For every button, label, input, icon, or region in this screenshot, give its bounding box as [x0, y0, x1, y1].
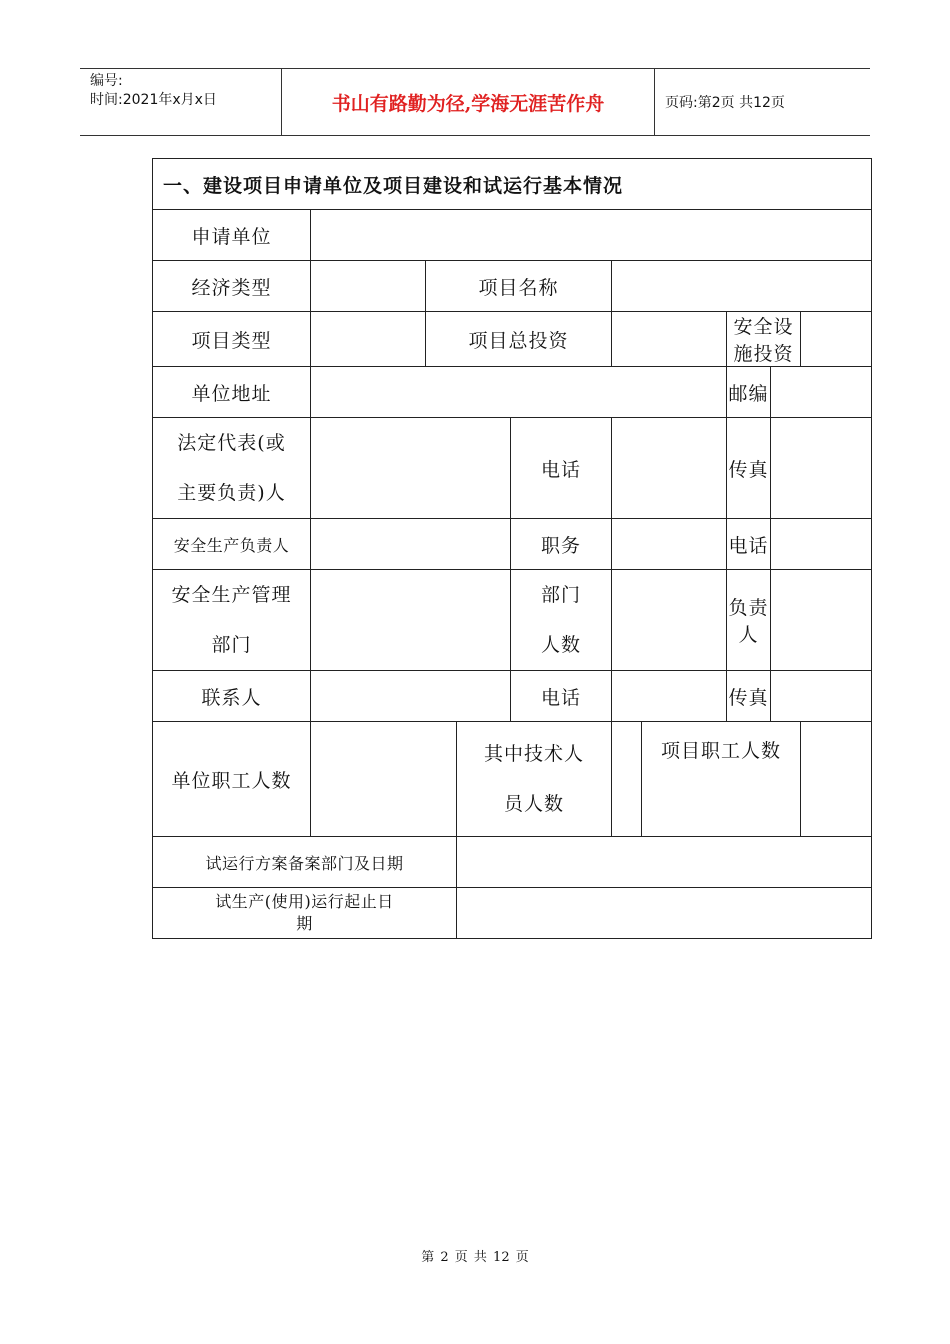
legal-rep-label-line1: 法定代表(或: [177, 432, 286, 454]
contact-phone-value[interactable]: [612, 671, 727, 722]
contact-fax-label: 传真: [727, 671, 771, 722]
total-investment-value[interactable]: [612, 312, 727, 367]
safety-dept-label: [153, 570, 311, 671]
contact-fax-value[interactable]: [771, 671, 872, 722]
applicant-label: 申请单位: [153, 210, 311, 261]
safety-dept-value[interactable]: [311, 570, 511, 671]
document-number-label: 编号:: [90, 73, 123, 89]
project-name-label: 项目名称: [426, 261, 612, 312]
header-meta: [80, 69, 282, 135]
project-type-label: 项目类型: [153, 312, 311, 367]
legal-rep-phone-label: 电话: [511, 418, 612, 519]
dept-person-in-charge-value[interactable]: [771, 570, 872, 671]
dept-count-label-line1: 部门: [540, 584, 581, 606]
tech-staff-label: [457, 722, 612, 837]
applicant-value[interactable]: [311, 210, 872, 261]
project-name-value[interactable]: [612, 261, 872, 312]
address-value[interactable]: [311, 367, 727, 418]
safety-head-phone-value[interactable]: [771, 519, 872, 570]
trial-plan-label: 试运行方案备案部门及日期: [153, 837, 457, 888]
contact-phone-label: 电话: [511, 671, 612, 722]
dept-count-label: [511, 570, 612, 671]
safety-investment-value[interactable]: [801, 312, 872, 367]
safety-head-label: 安全生产负责人: [153, 519, 311, 570]
trial-period-label: [153, 888, 457, 939]
section-title: 一、建设项目申请单位及项目建设和试运行基本情况: [153, 159, 872, 210]
header-motto: 书山有路勤为径,学海无涯苦作舟: [282, 69, 655, 135]
dept-person-in-charge-label: 负责人: [727, 570, 771, 671]
project-info-form: [152, 158, 872, 939]
economic-type-value[interactable]: [311, 261, 426, 312]
postcode-label: 邮编: [727, 367, 771, 418]
page-footer: 第 2 页 共 12 页: [421, 1250, 529, 1265]
legal-rep-value[interactable]: [311, 418, 511, 519]
trial-period-label-line1: 试生产(使用)运行起止日: [215, 892, 394, 911]
postcode-value[interactable]: [771, 367, 872, 418]
safety-dept-label-line1: 安全生产管理: [171, 584, 292, 606]
project-type-value[interactable]: [311, 312, 426, 367]
header-page-info: 页码:第2页 共12页: [665, 95, 785, 111]
safety-investment-label: 安全设施投资: [727, 312, 801, 367]
position-value[interactable]: [612, 519, 727, 570]
safety-head-phone-label: 电话: [727, 519, 771, 570]
address-label: 单位地址: [153, 367, 311, 418]
legal-rep-fax-value[interactable]: [771, 418, 872, 519]
contact-label: 联系人: [153, 671, 311, 722]
page-header: [80, 68, 870, 136]
safety-dept-label-line2: 部门: [211, 634, 252, 656]
legal-rep-label: [153, 418, 311, 519]
staff-count-label: 单位职工人数: [153, 722, 311, 837]
tech-staff-label-line2: 员人数: [503, 793, 564, 815]
project-staff-label: 项目职工人数: [642, 722, 801, 837]
legal-rep-phone-value[interactable]: [612, 418, 727, 519]
legal-rep-label-line2: 主要负责)人: [177, 482, 286, 504]
tech-staff-value[interactable]: [612, 722, 642, 837]
economic-type-label: 经济类型: [153, 261, 311, 312]
trial-period-label-line2: 期: [296, 914, 313, 933]
staff-count-value[interactable]: [311, 722, 457, 837]
dept-count-value[interactable]: [612, 570, 727, 671]
legal-rep-fax-label: 传真: [727, 418, 771, 519]
position-label: 职务: [511, 519, 612, 570]
project-staff-value[interactable]: [801, 722, 872, 837]
safety-head-value[interactable]: [311, 519, 511, 570]
trial-plan-value[interactable]: [457, 837, 872, 888]
total-investment-label: 项目总投资: [426, 312, 612, 367]
tech-staff-label-line1: 其中技术人: [483, 743, 584, 765]
document-time-label: 时间:2021年x月x日: [90, 92, 217, 108]
contact-value[interactable]: [311, 671, 511, 722]
dept-count-label-line2: 人数: [540, 634, 581, 656]
trial-period-value[interactable]: [457, 888, 872, 939]
